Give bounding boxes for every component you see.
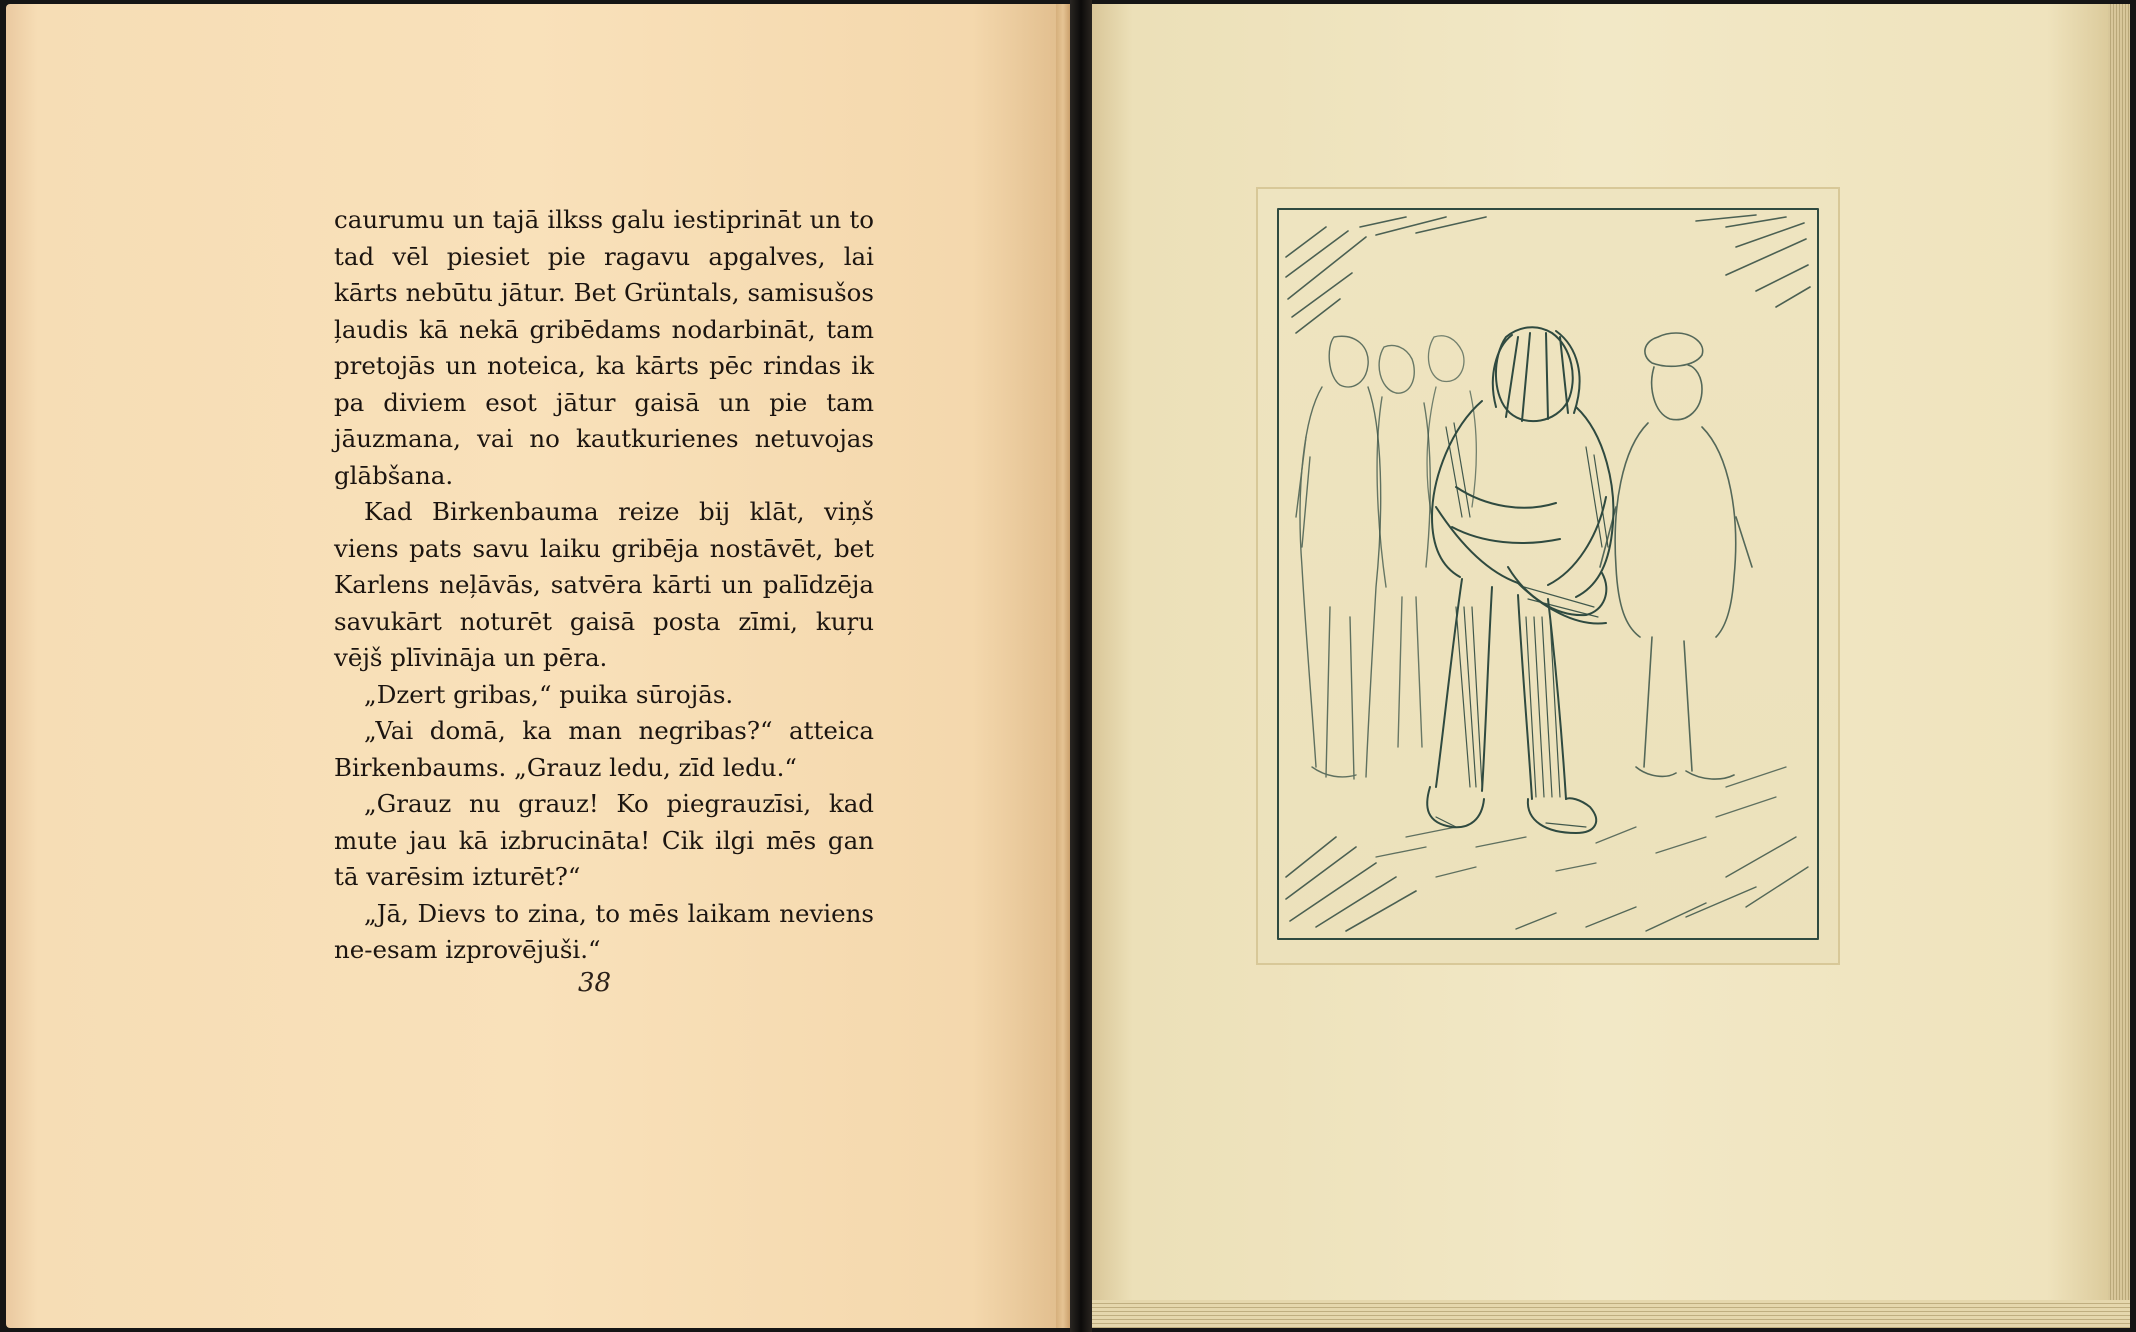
left-page-edge [1056,4,1070,1328]
page-number: 38 [578,968,612,998]
right-page [1092,4,2108,1328]
right-page-edge-stack [2108,4,2130,1328]
hatch-top-left [1286,217,1486,333]
left-page [6,4,1056,1328]
paragraph-3: „Dzert gribas,“ puika sūrojās. [364,679,734,709]
etching-illustration [1256,187,1840,965]
figure-left-2 [1377,346,1430,748]
paragraph-5: „Grauz nu grauz! Ko piegrauzīsi, kad mute jau kā izbrucināta! Cik ilgi mēs gan tā varēsim izturēt?“ [334,789,874,891]
etching-plate [1256,187,1840,965]
paragraph-2: Kad Birkenbauma reize bij klāt, viņš viens pats savu laiku gribēja nostāvēt, bet Karlens neļāvās, satvēra kārti un palīdzēja savukārt noturēt gaisā posta zīmi, kuŗu vējš plīvināja un pēra. [334,497,874,672]
bottom-page-edge-stack [1092,1300,2130,1328]
paragraph-1: caurumu un tajā ilkss galu iestiprināt un to tad vēl piesiet pie ragavu apgalves, lai kārts nebūtu jātur. Bet Grüntals, samisušos ļaudis kā nekā gribēdams nodarbināt, tam pretojās un noteica, ka kārts pēc rindas ik pa diviem esot jātur gaisā un pie tam jāuzmana, vai no kautkurienes netuvojas glābšana. [334,205,874,490]
hatch-bottom-left [1286,837,1416,931]
paragraph-6: „Jā, Dievs to zina, to mēs laikam neviens ne-esam izprovējuši.“ [334,898,874,964]
figure-left [1296,336,1381,779]
page-text [334,202,874,969]
hatch-top-right [1696,215,1810,307]
figure-right [1600,333,1752,779]
paragraph-4: „Vai domā, ka man negribas?“ atteica Birkenbaums. „Grauz ledu, zīd ledu.“ [334,716,874,782]
figure-center [1427,327,1613,833]
book-gutter [1070,0,1092,1332]
shading-center [1436,423,1608,827]
